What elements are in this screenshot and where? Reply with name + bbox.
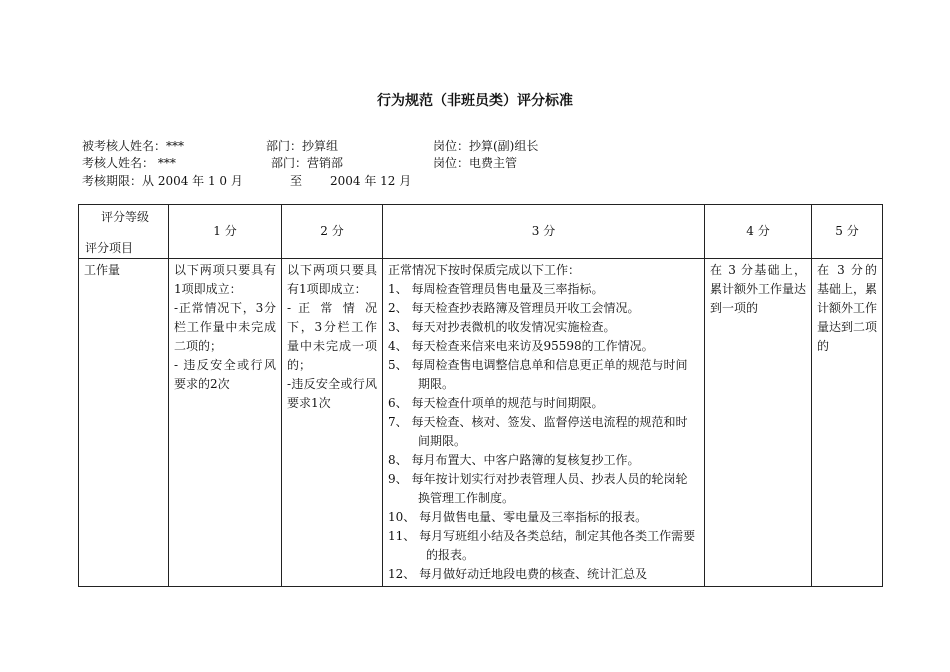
criteria-line: - 正 常 情 况下，3分栏工作量中未完成一项的； — [287, 301, 377, 372]
list-item: 8、 每月布置大、中客户路簿的复核复抄工作。 — [388, 453, 640, 467]
criteria-intro: 正常情况下按时保质完成以下工作： — [388, 263, 581, 277]
criteria-line: -正常情况下，3分栏工作量中未完成二项的； — [174, 301, 276, 353]
scoring-table — [78, 204, 883, 587]
examiner-post: 岗位：电费主管 — [433, 156, 518, 170]
corner-cell — [79, 205, 169, 259]
criteria-line: 以下两项只要具有1项即成立： — [174, 263, 276, 296]
level-5-header: 5 分 — [812, 205, 883, 259]
level-3-criteria — [383, 259, 705, 587]
list-item: 2、 每天检查抄表路簿及管理员开收工会情况。 — [388, 301, 640, 315]
level-1-header: 1 分 — [169, 205, 282, 259]
period-to: 至 — [290, 174, 303, 188]
list-item: 3、 每天对抄表微机的收发情况实施检查。 — [388, 320, 616, 334]
list-item: 9、 每年按计划实行对抄表管理人员、抄表人员的轮岗轮换管理工作制度。 — [388, 472, 688, 505]
header-row — [79, 205, 883, 259]
examinee-dept: 部门：抄算组 — [266, 139, 339, 153]
examinee-post: 岗位：抄算(副)组长 — [433, 139, 539, 153]
page-title: 行为规范（非班员类）评分标准 — [377, 93, 573, 109]
list-item: 4、 每天检查来信来电来访及95598的工作情况。 — [388, 339, 654, 353]
list-item: 6、 每天检查什项单的规范与时间期限。 — [388, 396, 604, 410]
examiner-dept: 部门：营销部 — [271, 156, 344, 170]
list-item: 12、 每月做好动迁地段电费的核查、统计汇总及 — [388, 567, 648, 581]
table-row — [79, 259, 883, 587]
item-workload: 工作量 — [79, 259, 169, 587]
list-item: 5、 每周检查售电调整信息单和信息更正单的规范与时间期限。 — [388, 358, 688, 391]
list-item: 10、 每月做售电量、零电量及三率指标的报表。 — [388, 510, 648, 524]
corner-level-label: 评分等级 — [101, 210, 150, 224]
level-3-header: 3 分 — [383, 205, 705, 259]
corner-item-label: 评分项目 — [85, 241, 134, 255]
period-end: 2004 年 12 月 — [330, 174, 412, 188]
examinee-name: 被考核人姓名：*** — [82, 139, 185, 153]
level-1-criteria — [169, 259, 282, 587]
examiner-name: 考核人姓名： *** — [82, 156, 176, 170]
level-2-criteria — [282, 259, 383, 587]
level-4-header: 4 分 — [705, 205, 812, 259]
level-4-criteria: 在 3 分基础上，累计额外工作量达到一项的 — [705, 259, 812, 587]
criteria-line: 以下两项只要具有1项即成立： — [287, 263, 377, 296]
criteria-line: -违反安全或行风要求1次 — [287, 377, 377, 410]
list-item: 7、 每天检查、核对、签发、监督停送电流程的规范和时间期限。 — [388, 415, 688, 448]
list-item: 11、 每月写班组小结及各类总结，制定其他各类工作需要的报表。 — [388, 529, 696, 562]
level-2-header: 2 分 — [282, 205, 383, 259]
criteria-line: - 违反安全或行风要求的2次 — [174, 358, 276, 391]
level-5-criteria: 在 3 分的基础上，累计额外工作量达到二项的 — [812, 259, 883, 587]
list-item: 1、 每周检查管理员售电量及三率指标。 — [388, 282, 604, 296]
period-start: 考核期限：从 2004 年 1 0 月 — [82, 174, 243, 188]
